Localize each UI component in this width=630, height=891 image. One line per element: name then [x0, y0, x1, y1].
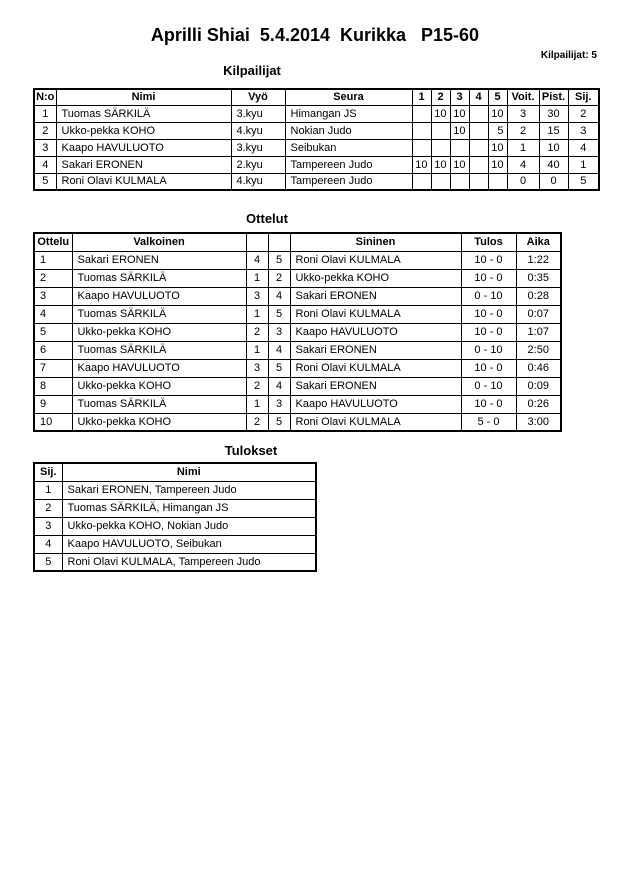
cell-sij: 5: [568, 173, 599, 190]
cell-rank: 2: [34, 499, 62, 517]
cell-score-1: [412, 173, 431, 190]
cell-score-2: [431, 139, 450, 156]
cell-blue-no: 4: [268, 377, 290, 395]
cell-result: 0 - 10: [461, 377, 516, 395]
tulokset-row: [34, 553, 316, 571]
col-header-white-no: [246, 233, 268, 251]
cell-match-no: 6: [34, 341, 72, 359]
cell-voit: 0: [507, 173, 539, 190]
col-header-sij: Sij.: [34, 463, 62, 481]
cell-sij: 4: [568, 139, 599, 156]
cell-time: 2:50: [516, 341, 561, 359]
col-header-sij: Sij.: [568, 89, 599, 105]
cell-score-3: [450, 139, 469, 156]
cell-score-3: 10: [450, 156, 469, 173]
cell-blue-no: 5: [268, 305, 290, 323]
cell-no: 5: [34, 173, 56, 190]
col-header-nimi: Nimi: [62, 463, 316, 481]
cell-score-2: 10: [431, 156, 450, 173]
cell-score-1: 10: [412, 156, 431, 173]
ottelut-row: [34, 251, 561, 269]
cell-white-name: Ukko-pekka KOHO: [72, 377, 246, 395]
cell-rank: 1: [34, 481, 62, 499]
cell-match-no: 5: [34, 323, 72, 341]
competitors-count-label: Kilpailijat: 5: [540, 50, 597, 61]
cell-name-club: Sakari ERONEN, Tampereen Judo: [62, 481, 316, 499]
cell-blue-name: Kaapo HAVULUOTO: [290, 395, 461, 413]
kilpailijat-row: [34, 139, 599, 156]
cell-blue-no: 2: [268, 269, 290, 287]
kilpailijat-row: [34, 156, 599, 173]
cell-nimi: Ukko-pekka KOHO: [56, 122, 231, 139]
cell-match-no: 9: [34, 395, 72, 413]
cell-blue-no: 5: [268, 413, 290, 431]
col-header-ottelu: Ottelu: [34, 233, 72, 251]
cell-blue-no: 4: [268, 341, 290, 359]
cell-match-no: 3: [34, 287, 72, 305]
cell-blue-name: Roni Olavi KULMALA: [290, 413, 461, 431]
cell-pist: 10: [539, 139, 568, 156]
tulokset-row: [34, 481, 316, 499]
cell-time: 0:28: [516, 287, 561, 305]
cell-blue-no: 5: [268, 251, 290, 269]
cell-result: 10 - 0: [461, 395, 516, 413]
cell-score-1: [412, 122, 431, 139]
cell-blue-no: 3: [268, 323, 290, 341]
cell-result: 10 - 0: [461, 305, 516, 323]
col-header-valkoinen: Valkoinen: [72, 233, 246, 251]
cell-time: 0:09: [516, 377, 561, 395]
cell-result: 5 - 0: [461, 413, 516, 431]
cell-time: 1:22: [516, 251, 561, 269]
cell-white-name: Kaapo HAVULUOTO: [72, 359, 246, 377]
cell-blue-name: Roni Olavi KULMALA: [290, 251, 461, 269]
cell-score-3: [450, 173, 469, 190]
col-header-5: 5: [488, 89, 507, 105]
cell-blue-no: 4: [268, 287, 290, 305]
cell-no: 2: [34, 122, 56, 139]
col-header-1: 1: [412, 89, 431, 105]
col-header-tulos: Tulos: [461, 233, 516, 251]
kilpailijat-row: [34, 105, 599, 122]
cell-nimi: Kaapo HAVULUOTO: [56, 139, 231, 156]
cell-pist: 30: [539, 105, 568, 122]
cell-white-name: Kaapo HAVULUOTO: [72, 287, 246, 305]
cell-white-name: Tuomas SÄRKILÄ: [72, 341, 246, 359]
cell-time: 0:46: [516, 359, 561, 377]
cell-score-2: [431, 173, 450, 190]
cell-white-no: 1: [246, 305, 268, 323]
cell-time: 0:07: [516, 305, 561, 323]
cell-match-no: 8: [34, 377, 72, 395]
cell-pist: 0: [539, 173, 568, 190]
ottelut-row: [34, 269, 561, 287]
cell-result: 10 - 0: [461, 251, 516, 269]
tulokset-heading: Tulokset: [224, 443, 278, 458]
cell-blue-name: Sakari ERONEN: [290, 377, 461, 395]
cell-score-3: 10: [450, 122, 469, 139]
ottelut-row: [34, 377, 561, 395]
cell-match-no: 2: [34, 269, 72, 287]
cell-pist: 15: [539, 122, 568, 139]
cell-white-no: 3: [246, 287, 268, 305]
cell-score-4: [469, 156, 488, 173]
ottelut-row: [34, 323, 561, 341]
cell-time: 3:00: [516, 413, 561, 431]
cell-vyo: 2.kyu: [231, 156, 285, 173]
cell-result: 0 - 10: [461, 287, 516, 305]
cell-voit: 3: [507, 105, 539, 122]
cell-result: 10 - 0: [461, 359, 516, 377]
cell-vyo: 4.kyu: [231, 173, 285, 190]
cell-blue-name: Ukko-pekka KOHO: [290, 269, 461, 287]
tulokset-header-row: [34, 463, 316, 481]
cell-score-4: [469, 173, 488, 190]
cell-name-club: Ukko-pekka KOHO, Nokian Judo: [62, 517, 316, 535]
cell-score-5: [488, 173, 507, 190]
cell-time: 0:35: [516, 269, 561, 287]
cell-result: 10 - 0: [461, 323, 516, 341]
cell-white-no: 2: [246, 377, 268, 395]
cell-name-club: Roni Olavi KULMALA, Tampereen Judo: [62, 553, 316, 571]
kilpailijat-row: [34, 173, 599, 190]
kilpailijat-heading: Kilpailijat: [223, 63, 281, 78]
cell-seura: Seibukan: [285, 139, 412, 156]
cell-no: 4: [34, 156, 56, 173]
cell-vyo: 3.kyu: [231, 139, 285, 156]
cell-pist: 40: [539, 156, 568, 173]
cell-score-5: 10: [488, 105, 507, 122]
cell-score-5: 10: [488, 139, 507, 156]
ottelut-row: [34, 287, 561, 305]
col-header-pist: Pist.: [539, 89, 568, 105]
ottelut-row: [34, 305, 561, 323]
page-title: Aprilli Shiai 5.4.2014 Kurikka P15-60: [150, 25, 480, 45]
cell-voit: 2: [507, 122, 539, 139]
cell-result: 0 - 10: [461, 341, 516, 359]
cell-white-name: Tuomas SÄRKILÄ: [72, 269, 246, 287]
cell-score-3: 10: [450, 105, 469, 122]
cell-rank: 5: [34, 553, 62, 571]
cell-white-no: 1: [246, 269, 268, 287]
cell-nimi: Sakari ERONEN: [56, 156, 231, 173]
kilpailijat-header-row: [34, 89, 599, 105]
kilpailijat-table: [33, 88, 600, 191]
cell-score-2: 10: [431, 105, 450, 122]
col-header-4: 4: [469, 89, 488, 105]
ottelut-table: [33, 232, 562, 432]
cell-blue-name: Roni Olavi KULMALA: [290, 305, 461, 323]
ottelut-header-row: [34, 233, 561, 251]
ottelut-row: [34, 341, 561, 359]
cell-seura: Tampereen Judo: [285, 156, 412, 173]
col-header-voit: Voit.: [507, 89, 539, 105]
cell-white-no: 1: [246, 395, 268, 413]
cell-white-no: 2: [246, 413, 268, 431]
cell-no: 1: [34, 105, 56, 122]
cell-vyo: 3.kyu: [231, 105, 285, 122]
col-header-no: N:o: [34, 89, 56, 105]
cell-white-no: 2: [246, 323, 268, 341]
cell-score-4: [469, 105, 488, 122]
tulokset-row: [34, 535, 316, 553]
kilpailijat-row: [34, 122, 599, 139]
cell-time: 1:07: [516, 323, 561, 341]
cell-white-name: Ukko-pekka KOHO: [72, 323, 246, 341]
col-header-aika: Aika: [516, 233, 561, 251]
cell-rank: 3: [34, 517, 62, 535]
cell-blue-name: Sakari ERONEN: [290, 287, 461, 305]
cell-sij: 2: [568, 105, 599, 122]
cell-white-name: Tuomas SÄRKILÄ: [72, 305, 246, 323]
col-header-vyo: Vyö: [231, 89, 285, 105]
cell-score-1: [412, 139, 431, 156]
cell-score-1: [412, 105, 431, 122]
cell-white-name: Sakari ERONEN: [72, 251, 246, 269]
cell-white-name: Ukko-pekka KOHO: [72, 413, 246, 431]
cell-blue-no: 3: [268, 395, 290, 413]
cell-match-no: 7: [34, 359, 72, 377]
cell-seura: Himangan JS: [285, 105, 412, 122]
col-header-sininen: Sininen: [290, 233, 461, 251]
cell-score-4: [469, 139, 488, 156]
cell-match-no: 10: [34, 413, 72, 431]
col-header-nimi: Nimi: [56, 89, 231, 105]
cell-white-name: Tuomas SÄRKILÄ: [72, 395, 246, 413]
ottelut-row: [34, 413, 561, 431]
tulokset-table: [33, 462, 317, 572]
col-header-3: 3: [450, 89, 469, 105]
cell-match-no: 1: [34, 251, 72, 269]
cell-white-no: 1: [246, 341, 268, 359]
cell-name-club: Kaapo HAVULUOTO, Seibukan: [62, 535, 316, 553]
col-header-2: 2: [431, 89, 450, 105]
cell-blue-name: Sakari ERONEN: [290, 341, 461, 359]
cell-score-4: [469, 122, 488, 139]
tulokset-row: [34, 517, 316, 535]
cell-time: 0:26: [516, 395, 561, 413]
cell-seura: Nokian Judo: [285, 122, 412, 139]
cell-score-2: [431, 122, 450, 139]
cell-voit: 1: [507, 139, 539, 156]
ottelut-row: [34, 359, 561, 377]
tulokset-row: [34, 499, 316, 517]
cell-vyo: 4.kyu: [231, 122, 285, 139]
cell-sij: 1: [568, 156, 599, 173]
cell-seura: Tampereen Judo: [285, 173, 412, 190]
ottelut-heading: Ottelut: [246, 211, 288, 226]
cell-rank: 4: [34, 535, 62, 553]
cell-blue-name: Roni Olavi KULMALA: [290, 359, 461, 377]
cell-nimi: Roni Olavi KULMALA: [56, 173, 231, 190]
cell-match-no: 4: [34, 305, 72, 323]
cell-blue-no: 5: [268, 359, 290, 377]
cell-score-5: 5: [488, 122, 507, 139]
ottelut-row: [34, 395, 561, 413]
cell-white-no: 3: [246, 359, 268, 377]
cell-sij: 3: [568, 122, 599, 139]
cell-result: 10 - 0: [461, 269, 516, 287]
cell-score-5: 10: [488, 156, 507, 173]
cell-name-club: Tuomas SÄRKILÄ, Himangan JS: [62, 499, 316, 517]
cell-no: 3: [34, 139, 56, 156]
cell-white-no: 4: [246, 251, 268, 269]
cell-voit: 4: [507, 156, 539, 173]
col-header-blue-no: [268, 233, 290, 251]
cell-nimi: Tuomas SÄRKILÄ: [56, 105, 231, 122]
cell-blue-name: Kaapo HAVULUOTO: [290, 323, 461, 341]
col-header-seura: Seura: [285, 89, 412, 105]
